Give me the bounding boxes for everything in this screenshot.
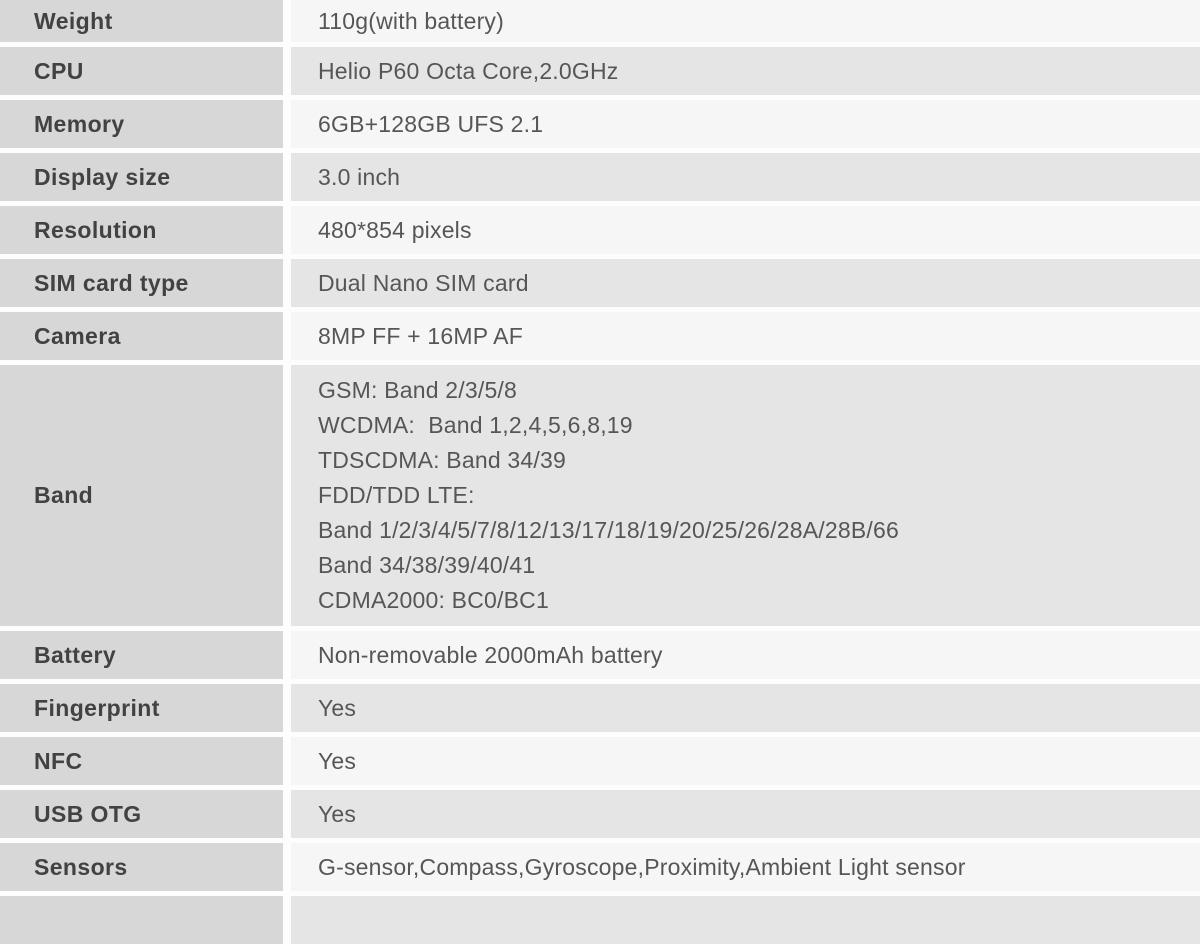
spec-label-memory: Memory [0,100,283,148]
band-line-tdscdma: TDSCDMA: Band 34/39 [318,447,566,473]
table-row-cpu [0,47,1200,95]
spec-value-resolution: 480*854 pixels [291,206,1200,254]
spec-value-camera: 8MP FF + 16MP AF [291,312,1200,360]
band-line-wcdma: WCDMA: Band 1,2,4,5,6,8,19 [318,412,633,438]
table-row-fingerprint [0,684,1200,732]
spec-label-fingerprint: Fingerprint [0,684,283,732]
spec-label-sim-card-type: SIM card type [0,259,283,307]
spec-value-memory: 6GB+128GB UFS 2.1 [291,100,1200,148]
spec-value-partial [291,896,1200,944]
table-row-weight [0,0,1200,42]
table-row-memory [0,100,1200,148]
spec-label-display-size: Display size [0,153,283,201]
spec-label-camera: Camera [0,312,283,360]
table-row-resolution [0,206,1200,254]
table-row-camera [0,312,1200,360]
spec-value-band [291,365,1200,626]
spec-value-sensors: G-sensor,Compass,Gyroscope,Proximity,Ambient Light sensor [291,843,1200,891]
spec-value-display-size: 3.0 inch [291,153,1200,201]
band-line-gsm: GSM: Band 2/3/5/8 [318,377,518,403]
band-line-lte-heading: FDD/TDD LTE: [318,482,475,508]
spec-value-battery: Non-removable 2000mAh battery [291,631,1200,679]
spec-value-weight: 110g(with battery) [291,0,1200,42]
spec-label-cpu: CPU [0,47,283,95]
spec-label-battery: Battery [0,631,283,679]
table-row-usb-otg [0,790,1200,838]
table-row-battery [0,631,1200,679]
spec-label-sensors: Sensors [0,843,283,891]
band-line-lte-tdd: Band 34/38/39/40/41 [318,552,536,578]
band-line-cdma2000: CDMA2000: BC0/BC1 [318,587,549,613]
spec-label-nfc: NFC [0,737,283,785]
spec-label-band: Band [0,365,283,626]
band-line-lte-fdd: Band 1/2/3/4/5/7/8/12/13/17/18/19/20/25/26/28A/28B/66 [318,517,899,543]
table-row-partial [0,896,1200,944]
spec-value-usb-otg: Yes [291,790,1200,838]
spec-label-partial [0,896,283,944]
table-row-band [0,365,1200,626]
spec-label-resolution: Resolution [0,206,283,254]
table-row-nfc [0,737,1200,785]
table-row-sim-card-type [0,259,1200,307]
spec-value-nfc: Yes [291,737,1200,785]
table-row-display-size [0,153,1200,201]
spec-value-fingerprint: Yes [291,684,1200,732]
spec-value-cpu: Helio P60 Octa Core,2.0GHz [291,47,1200,95]
spec-value-sim-card-type: Dual Nano SIM card [291,259,1200,307]
table-row-sensors [0,843,1200,891]
spec-label-usb-otg: USB OTG [0,790,283,838]
spec-label-weight: Weight [0,0,283,42]
